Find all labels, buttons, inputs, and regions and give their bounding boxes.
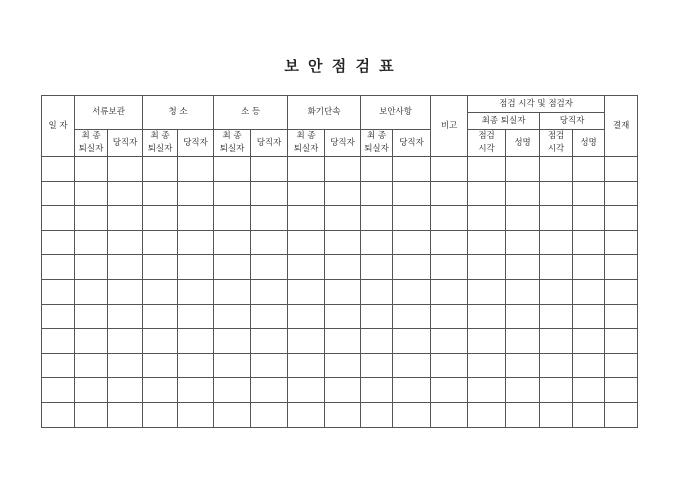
entry-cell[interactable] (393, 402, 431, 427)
entry-cell[interactable] (431, 206, 468, 231)
entry-cell[interactable] (540, 181, 573, 206)
header-row-3 (42, 130, 638, 157)
entry-cell[interactable] (42, 279, 75, 304)
entry-cell[interactable] (108, 353, 143, 378)
entry-cell[interactable] (468, 255, 506, 280)
entry-cell[interactable] (178, 230, 214, 255)
entry-cell[interactable] (143, 304, 178, 329)
entry-cell[interactable] (143, 329, 178, 354)
entry-cell[interactable] (468, 378, 506, 403)
entry-cell[interactable] (506, 353, 540, 378)
entry-cell[interactable] (288, 402, 325, 427)
duty-header: 당직자 (393, 130, 431, 157)
entry-cell[interactable] (325, 255, 361, 280)
entry-cell[interactable] (75, 230, 108, 255)
entry-row (42, 304, 638, 329)
entry-cell[interactable] (42, 181, 75, 206)
entry-cell[interactable] (506, 206, 540, 231)
entry-cell[interactable] (75, 329, 108, 354)
entry-cell[interactable] (573, 181, 605, 206)
entry-cell[interactable] (143, 206, 178, 231)
entry-cell[interactable] (42, 402, 75, 427)
last-leaver-line-2: 퇴실자 (293, 144, 319, 154)
entry-row (42, 157, 638, 182)
last-leaver-line-1: 최 종 (366, 131, 387, 141)
last-leaver-line-2: 퇴실자 (147, 144, 173, 154)
entry-cell[interactable] (42, 378, 75, 403)
entry-cell[interactable] (361, 279, 393, 304)
entry-cell[interactable] (214, 329, 251, 354)
entry-cell[interactable] (393, 353, 431, 378)
entry-cell[interactable] (325, 329, 361, 354)
entry-cell[interactable] (42, 353, 75, 378)
entry-cell[interactable] (108, 230, 143, 255)
entry-cell[interactable] (573, 230, 605, 255)
entry-cell[interactable] (143, 230, 178, 255)
check-time-line-2: 시각 (478, 144, 495, 154)
last-leaver-line-1: 최 종 (296, 131, 316, 141)
entry-cell[interactable] (393, 255, 431, 280)
entry-cell[interactable] (178, 157, 214, 182)
duty-header: 당직자 (325, 130, 361, 157)
entry-cell[interactable] (178, 255, 214, 280)
header-row-1 (42, 96, 638, 113)
entry-cell[interactable] (605, 157, 638, 182)
entry-cell[interactable] (605, 353, 638, 378)
entry-cell[interactable] (506, 230, 540, 255)
entry-cell[interactable] (361, 255, 393, 280)
entry-cell[interactable] (108, 378, 143, 403)
entry-cell[interactable] (393, 378, 431, 403)
entry-cell[interactable] (288, 230, 325, 255)
entry-row (42, 230, 638, 255)
entry-cell[interactable] (143, 181, 178, 206)
entry-row (42, 255, 638, 280)
last-leaver-header (143, 130, 178, 157)
last-leaver-line-2: 퇴실자 (78, 144, 104, 154)
entry-cell[interactable] (506, 157, 540, 182)
entry-cell[interactable] (393, 181, 431, 206)
entry-cell[interactable] (288, 279, 325, 304)
last-leaver-header (75, 130, 108, 157)
entry-cell[interactable] (75, 206, 108, 231)
entry-cell[interactable] (573, 206, 605, 231)
entry-cell[interactable] (468, 402, 506, 427)
entry-cell[interactable] (178, 329, 214, 354)
entry-cell[interactable] (288, 353, 325, 378)
entry-cell[interactable] (75, 279, 108, 304)
entry-cell[interactable] (573, 329, 605, 354)
duty-header: 당직자 (178, 130, 214, 157)
last-leaver-group-header: 최종 퇴실자 (468, 113, 540, 130)
entry-cell[interactable] (214, 157, 251, 182)
entry-cell[interactable] (251, 329, 288, 354)
entry-cell[interactable] (251, 230, 288, 255)
last-leaver-header (361, 130, 393, 157)
entry-cell[interactable] (42, 329, 75, 354)
entry-cell[interactable] (506, 279, 540, 304)
check-time-line-1: 점검 (478, 131, 495, 141)
last-leaver-line-1: 최 종 (150, 131, 170, 141)
entry-cell[interactable] (288, 378, 325, 403)
signature-header: 성명 (506, 130, 540, 157)
entry-row (42, 353, 638, 378)
entry-cell[interactable] (178, 402, 214, 427)
entry-cell[interactable] (42, 230, 75, 255)
entry-cell[interactable] (573, 279, 605, 304)
entry-cell[interactable] (573, 255, 605, 280)
entry-cell[interactable] (431, 157, 468, 182)
cleaning-header: 청 소 (143, 96, 214, 130)
entry-cell[interactable] (540, 402, 573, 427)
entry-cell[interactable] (288, 157, 325, 182)
entry-cell[interactable] (214, 255, 251, 280)
date-header: 일 자 (42, 96, 75, 157)
entry-cell[interactable] (143, 353, 178, 378)
entry-cell[interactable] (288, 329, 325, 354)
entry-cell[interactable] (468, 304, 506, 329)
entry-cell[interactable] (288, 206, 325, 231)
entry-cell[interactable] (361, 304, 393, 329)
entry-cell[interactable] (573, 304, 605, 329)
entry-cell[interactable] (108, 402, 143, 427)
entry-cell[interactable] (605, 230, 638, 255)
entry-cell[interactable] (506, 304, 540, 329)
last-leaver-line-2: 퇴실자 (364, 144, 389, 154)
entry-cell[interactable] (325, 378, 361, 403)
entry-cell[interactable] (178, 378, 214, 403)
entry-cell[interactable] (605, 304, 638, 329)
entry-cell[interactable] (506, 402, 540, 427)
entry-cell[interactable] (431, 181, 468, 206)
entry-cell[interactable] (214, 279, 251, 304)
entry-cell[interactable] (251, 353, 288, 378)
entry-cell[interactable] (573, 378, 605, 403)
entry-cell[interactable] (540, 206, 573, 231)
entry-cell[interactable] (506, 181, 540, 206)
entry-cell[interactable] (325, 157, 361, 182)
entry-cell[interactable] (605, 206, 638, 231)
entry-cell[interactable] (468, 157, 506, 182)
entry-rows (42, 157, 638, 428)
entry-cell[interactable] (42, 255, 75, 280)
entry-cell[interactable] (431, 255, 468, 280)
entry-cell[interactable] (251, 206, 288, 231)
entry-cell[interactable] (214, 378, 251, 403)
entry-cell[interactable] (178, 279, 214, 304)
entry-cell[interactable] (75, 402, 108, 427)
entry-cell[interactable] (393, 304, 431, 329)
entry-cell[interactable] (431, 279, 468, 304)
entry-row (42, 206, 638, 231)
entry-cell[interactable] (214, 304, 251, 329)
entry-cell[interactable] (431, 353, 468, 378)
entry-cell[interactable] (506, 255, 540, 280)
entry-cell[interactable] (108, 304, 143, 329)
entry-cell[interactable] (361, 206, 393, 231)
entry-cell[interactable] (540, 230, 573, 255)
entry-cell[interactable] (540, 353, 573, 378)
check-time-header (540, 130, 573, 157)
entry-cell[interactable] (251, 279, 288, 304)
entry-cell[interactable] (75, 304, 108, 329)
last-leaver-header (288, 130, 325, 157)
entry-cell[interactable] (468, 181, 506, 206)
entry-cell[interactable] (325, 206, 361, 231)
entry-cell[interactable] (251, 402, 288, 427)
entry-cell[interactable] (251, 181, 288, 206)
entry-cell[interactable] (468, 206, 506, 231)
entry-cell[interactable] (251, 157, 288, 182)
last-leaver-line-2: 퇴실자 (219, 144, 245, 154)
entry-cell[interactable] (178, 181, 214, 206)
entry-cell[interactable] (540, 279, 573, 304)
entry-cell[interactable] (468, 279, 506, 304)
entry-cell[interactable] (325, 181, 361, 206)
entry-cell[interactable] (431, 304, 468, 329)
entry-cell[interactable] (108, 255, 143, 280)
entry-row (42, 279, 638, 304)
last-leaver-line-1: 최 종 (222, 131, 242, 141)
entry-cell[interactable] (431, 378, 468, 403)
entry-cell[interactable] (108, 206, 143, 231)
entry-cell[interactable] (108, 329, 143, 354)
entry-cell[interactable] (325, 353, 361, 378)
entry-cell[interactable] (605, 279, 638, 304)
security-checklist-table (41, 95, 638, 428)
entry-cell[interactable] (178, 353, 214, 378)
check-group-header: 점검 시각 및 점검자 (468, 96, 605, 113)
entry-cell[interactable] (214, 353, 251, 378)
check-time-line-2: 시각 (547, 144, 565, 154)
entry-cell[interactable] (214, 181, 251, 206)
entry-cell[interactable] (75, 353, 108, 378)
approval-header: 결재 (605, 96, 638, 157)
entry-cell[interactable] (393, 329, 431, 354)
entry-row (42, 402, 638, 427)
entry-row (42, 378, 638, 403)
entry-cell[interactable] (108, 279, 143, 304)
entry-cell[interactable] (431, 402, 468, 427)
entry-cell[interactable] (540, 329, 573, 354)
entry-cell[interactable] (393, 230, 431, 255)
entry-cell[interactable] (361, 378, 393, 403)
entry-cell[interactable] (540, 304, 573, 329)
entry-cell[interactable] (605, 402, 638, 427)
page-title: 보 안 점 검 표 (284, 57, 396, 75)
entry-cell[interactable] (393, 157, 431, 182)
fire-control-header: 화기단속 (288, 96, 361, 130)
entry-cell[interactable] (361, 402, 393, 427)
entry-cell[interactable] (431, 230, 468, 255)
entry-cell[interactable] (573, 402, 605, 427)
entry-cell[interactable] (288, 181, 325, 206)
entry-cell[interactable] (42, 206, 75, 231)
lights-off-header: 소 등 (214, 96, 288, 130)
entry-cell[interactable] (431, 329, 468, 354)
duty-header: 당직자 (108, 130, 143, 157)
entry-row (42, 181, 638, 206)
entry-cell[interactable] (468, 353, 506, 378)
check-time-line-1: 점검 (547, 131, 565, 141)
entry-cell[interactable] (75, 181, 108, 206)
entry-cell[interactable] (288, 255, 325, 280)
entry-cell[interactable] (361, 181, 393, 206)
entry-cell[interactable] (361, 157, 393, 182)
entry-cell[interactable] (178, 206, 214, 231)
entry-cell[interactable] (468, 329, 506, 354)
last-leaver-header (214, 130, 251, 157)
entry-cell[interactable] (573, 157, 605, 182)
entry-cell[interactable] (361, 353, 393, 378)
entry-cell[interactable] (42, 157, 75, 182)
entry-cell[interactable] (143, 378, 178, 403)
entry-cell[interactable] (75, 157, 108, 182)
entry-cell[interactable] (108, 157, 143, 182)
entry-cell[interactable] (288, 304, 325, 329)
entry-cell[interactable] (325, 230, 361, 255)
entry-cell[interactable] (605, 255, 638, 280)
entry-cell[interactable] (143, 157, 178, 182)
check-time-header (468, 130, 506, 157)
entry-cell[interactable] (506, 378, 540, 403)
entry-cell[interactable] (325, 402, 361, 427)
security-items-header: 보안사항 (361, 96, 431, 130)
entry-cell[interactable] (468, 230, 506, 255)
duty-header: 당직자 (251, 130, 288, 157)
entry-cell[interactable] (143, 279, 178, 304)
duty-group-header: 당직자 (540, 113, 605, 130)
entry-cell[interactable] (251, 255, 288, 280)
entry-cell[interactable] (214, 206, 251, 231)
entry-cell[interactable] (178, 304, 214, 329)
entry-cell[interactable] (506, 329, 540, 354)
entry-cell[interactable] (540, 255, 573, 280)
entry-cell[interactable] (361, 329, 393, 354)
entry-cell[interactable] (393, 279, 431, 304)
entry-cell[interactable] (251, 304, 288, 329)
documents-header: 서류보관 (75, 96, 143, 130)
entry-cell[interactable] (214, 230, 251, 255)
entry-cell[interactable] (540, 157, 573, 182)
entry-cell[interactable] (605, 378, 638, 403)
entry-cell[interactable] (605, 181, 638, 206)
entry-cell[interactable] (75, 378, 108, 403)
entry-cell[interactable] (42, 304, 75, 329)
entry-cell[interactable] (108, 181, 143, 206)
entry-cell[interactable] (214, 402, 251, 427)
entry-cell[interactable] (393, 206, 431, 231)
entry-cell[interactable] (540, 378, 573, 403)
entry-cell[interactable] (75, 255, 108, 280)
remarks-header: 비고 (431, 96, 468, 157)
last-leaver-line-1: 최 종 (81, 131, 101, 141)
signature-header: 성명 (573, 130, 605, 157)
entry-cell[interactable] (325, 279, 361, 304)
entry-cell[interactable] (605, 329, 638, 354)
entry-cell[interactable] (325, 304, 361, 329)
entry-cell[interactable] (143, 402, 178, 427)
entry-cell[interactable] (361, 230, 393, 255)
entry-cell[interactable] (251, 378, 288, 403)
entry-cell[interactable] (573, 353, 605, 378)
entry-cell[interactable] (143, 255, 178, 280)
entry-row (42, 329, 638, 354)
